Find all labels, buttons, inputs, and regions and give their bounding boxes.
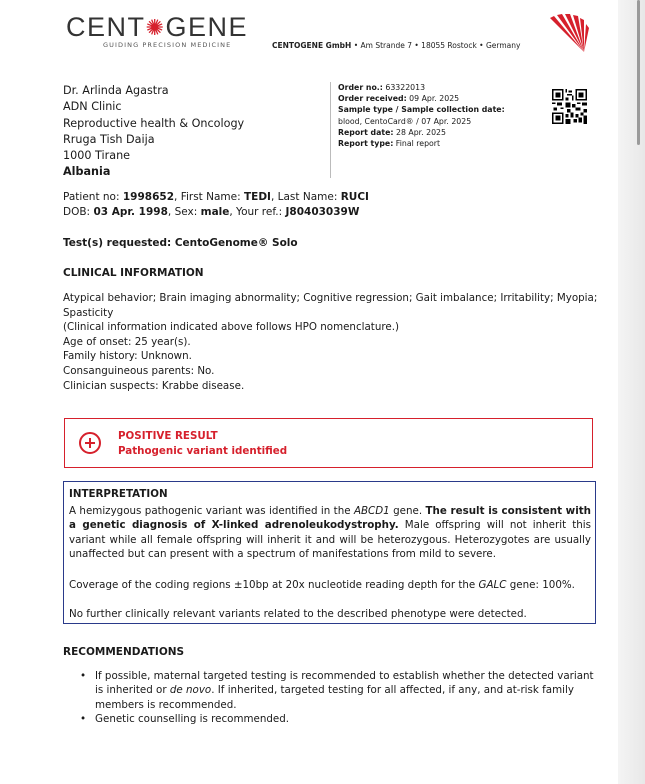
addressee-block [63, 83, 244, 181]
addressee-department: Reproductive health & Oncology [63, 116, 245, 130]
addressee-clinic: ADN Clinic [63, 100, 122, 114]
order-details: Order no.: 63322013 Order received: 09 Apr. 2025 Sample type / Sample collection date: blood, CentoCard® / 07 Apr. 2025 Report date: 28 Apr. 2025 Report type: Final report [338, 83, 505, 149]
tests-requested: Test(s) requested: CentoGenome® Solo [63, 237, 298, 249]
interpretation-paragraph: A hemizygous pathogenic variant was identified in the ABCD1 gene. The result is consistent with a genetic diagnosis of X-linked adrenoleukodystrophy. Male offspring will not inherit this variant while all female offspring will inherit it and will be heterozygous. Heterozygotes are usually unaffected but can present with a spectrum of manifestations from mild to severe. [69, 505, 591, 560]
company-address: CENTOGENE GmbH • Am Strande 7 • 18055 Rostock • Germany [272, 41, 521, 50]
brand-fan-icon [548, 14, 590, 56]
addressee-city: 1000 Tirane [63, 149, 131, 163]
no-further-variants: No further clinically relevant variants related to the described phenotype were detected. [69, 608, 527, 620]
result-subtitle: Pathogenic variant identified [118, 445, 288, 457]
addressee-country: Albania [63, 165, 111, 179]
qr-code-icon [552, 89, 587, 124]
list-item: • If possible, maternal targeted testing is recommended to establish whether the detected variant is inherited or de novo. If inherited, targeted testing for all affected, if any, and at-risk family members is recommended. [80, 669, 596, 712]
recommendations-list [80, 669, 596, 727]
interpretation-heading: INTERPRETATION [69, 488, 168, 500]
addressee-street: Rruga Tish Daija [63, 132, 155, 146]
scrollbar[interactable] [637, 0, 640, 145]
list-item: • Genetic counselling is recommended. [80, 712, 596, 726]
coverage-paragraph: Coverage of the coding regions ±10bp at 20x nucleotide reading depth for the GALC gene: 100%. [69, 579, 575, 591]
patient-info: Patient no: 1998652, First Name: TEDI, Last Name: RUCI DOB: 03 Apr. 1998, Sex: male, Your ref.: J80403039W [63, 191, 369, 218]
clinical-info: Atypical behavior; Brain imaging abnormality; Cognitive regression; Gait imbalance; Irritability; Myopia; Spasticity (Clinical information indicated above follows HPO nomenclature.) Age of onset: 25 year(s). Family history: Unknown. Consanguineous parents: No. Clinician suspects: Krabbe disease. [63, 292, 598, 392]
recommendations-heading: RECOMMENDATIONS [63, 646, 185, 658]
plus-circle-icon [79, 432, 101, 454]
positive-result-box [64, 418, 593, 468]
page-edge-shadow [618, 0, 645, 784]
gear-icon: ✺ [145, 15, 166, 40]
interpretation-box [63, 481, 596, 624]
addressee-name: Dr. Arlinda Agastra [63, 84, 169, 97]
logo-tagline: GUIDING PRECISION MEDICINE [103, 41, 232, 49]
result-title: POSITIVE RESULT [118, 430, 218, 442]
clinical-heading: CLINICAL INFORMATION [63, 267, 204, 279]
centogene-logo: CENT✺GENE [66, 12, 248, 42]
divider [330, 82, 331, 178]
